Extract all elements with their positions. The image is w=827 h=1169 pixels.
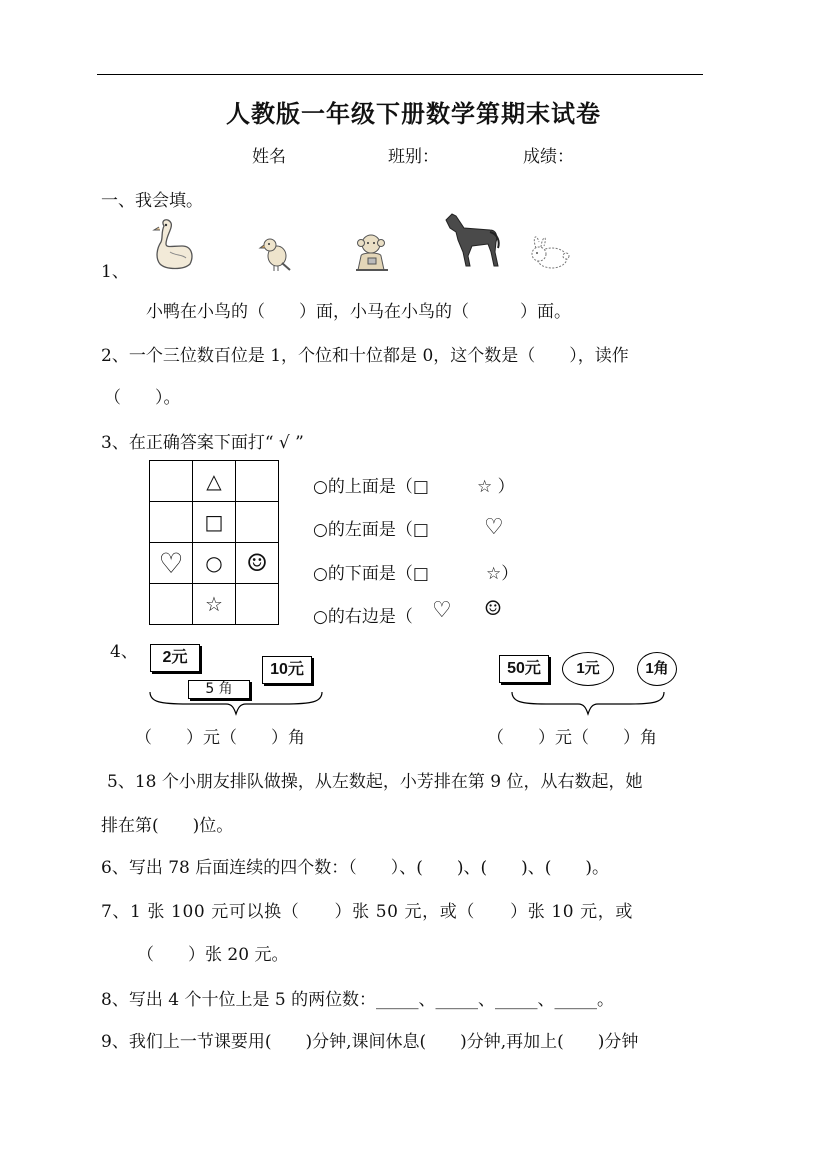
grid-cell bbox=[150, 461, 193, 502]
bird-icon bbox=[260, 236, 292, 272]
q5-line1: 5、18 个小朋友排队做操，从左数起，小芳排在第 9 位，从右数起，她 bbox=[107, 772, 643, 792]
header-rule bbox=[97, 74, 703, 75]
class-label: 班别： bbox=[388, 147, 439, 167]
grid-row bbox=[150, 543, 279, 584]
money-coin-1yuan: 1元 bbox=[562, 652, 614, 686]
q4-right-answer: （ ）元（ ）角 bbox=[487, 728, 657, 748]
q7-line2: （ ）张 20 元。 bbox=[137, 945, 289, 965]
left-brace bbox=[148, 690, 324, 716]
duck-icon bbox=[152, 218, 196, 270]
grid-cell bbox=[150, 584, 193, 625]
q3-option-right-smiley: ☺ bbox=[484, 596, 502, 620]
grid-row bbox=[150, 502, 279, 543]
q8-text: 8、写出 4 个十位上是 5 的两位数：_____、_____、_____、_____。 bbox=[101, 990, 615, 1010]
money-note-2yuan: 2元 bbox=[150, 644, 200, 672]
grid-cell bbox=[150, 502, 193, 543]
grid-cell-smiley: ☺ bbox=[236, 543, 279, 584]
grid-row bbox=[150, 461, 279, 502]
q6-text: 6、写出 78 后面连续的四个数：（ ）、( )、( )、( )。 bbox=[101, 858, 610, 878]
money-note-5jiao: 5 角 bbox=[188, 680, 250, 699]
q3-option-above: ○的上面是（□ bbox=[313, 477, 429, 497]
q3-option-left: ○的左面是（□ bbox=[313, 520, 429, 540]
grid-cell-triangle: △ bbox=[193, 461, 236, 502]
section-heading: 一、我会填。 bbox=[101, 191, 203, 211]
q4-left-answer: （ ）元（ ）角 bbox=[135, 728, 305, 748]
rabbit-icon bbox=[526, 230, 572, 272]
grid-cell bbox=[236, 502, 279, 543]
money-note-10yuan: 10元 bbox=[262, 656, 312, 684]
horse-icon bbox=[442, 212, 502, 270]
q1-text: 小鸭在小鸟的（ ）面，小马在小鸟的（ ）面。 bbox=[146, 302, 571, 322]
q2-line1: 2、一个三位数百位是 1，个位和十位都是 0，这个数是（ ），读作 bbox=[101, 346, 629, 366]
money-note-50yuan: 50元 bbox=[499, 655, 549, 683]
grid-cell-square: □ bbox=[193, 502, 236, 543]
name-label: 姓名 bbox=[252, 147, 286, 167]
grid-cell-star: ☆ bbox=[193, 584, 236, 625]
grid-row bbox=[150, 584, 279, 625]
q4-number: 4、 bbox=[110, 642, 138, 662]
grid-cell bbox=[236, 461, 279, 502]
shape-grid bbox=[149, 460, 279, 625]
q3-option-right-heart: ♡ bbox=[432, 598, 452, 623]
q3-option-left-alt: ♡ bbox=[484, 515, 504, 540]
right-brace bbox=[510, 690, 666, 716]
grid-cell bbox=[236, 584, 279, 625]
q7-line1: 7、1 张 100 元可以换（ ）张 50 元，或（ ）张 10 元，或 bbox=[101, 902, 633, 922]
q3-option-below: ○的下面是（□ bbox=[313, 564, 429, 584]
money-coin-1jiao: 1角 bbox=[637, 652, 677, 686]
grid-cell-circle: ○ bbox=[193, 543, 236, 584]
q2-line2: （ ）。 bbox=[104, 388, 181, 408]
q3-option-below-alt: ☆） bbox=[486, 564, 519, 584]
q9-text: 9、我们上一节课要用( )分钟,课间休息( )分钟,再加上( )分钟 bbox=[101, 1032, 639, 1052]
q3-option-right: ○的右边是（ bbox=[313, 607, 413, 627]
score-label: 成绩： bbox=[523, 147, 574, 167]
q3-instruction: 3、在正确答案下面打“ √ ” bbox=[101, 433, 304, 453]
monkey-icon bbox=[352, 232, 392, 274]
exam-title: 人教版一年级下册数学第期末试卷 bbox=[226, 99, 601, 128]
q5-line2: 排在第( )位。 bbox=[101, 816, 234, 836]
grid-cell-heart: ♡ bbox=[150, 543, 193, 584]
q1-number: 1、 bbox=[101, 262, 129, 282]
q3-option-above-alt: ☆ ） bbox=[477, 477, 515, 497]
